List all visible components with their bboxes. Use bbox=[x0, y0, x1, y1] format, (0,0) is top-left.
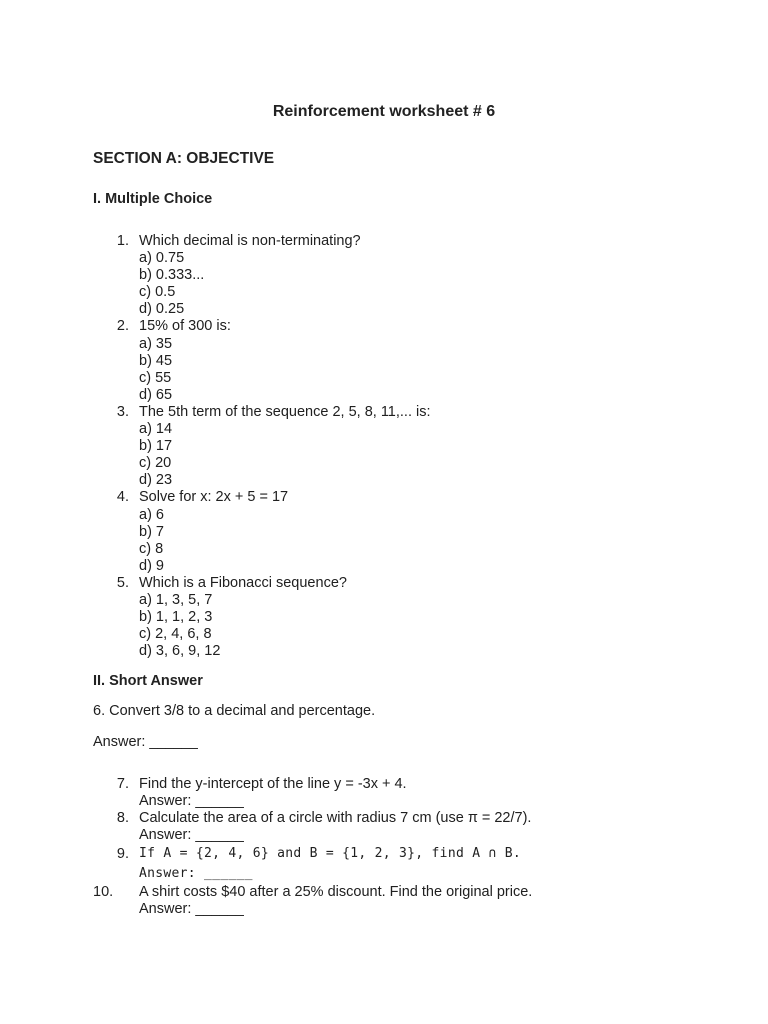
mc-question-2 bbox=[0, 318, 768, 403]
question-stem: A shirt costs $40 after a 25% discount. Find the original price. bbox=[139, 884, 533, 901]
question-number: 9. bbox=[116, 846, 129, 863]
multiple-choice-list bbox=[0, 233, 768, 660]
option-d: d) 3, 6, 9, 12 bbox=[139, 643, 221, 660]
option-a: a) 14 bbox=[139, 421, 173, 438]
question-number: 2. bbox=[116, 318, 129, 335]
answer-line: Answer: ______ bbox=[139, 866, 253, 882]
option-b: b) 0.333... bbox=[139, 267, 205, 284]
option-b: b) 45 bbox=[139, 352, 173, 369]
option-a: a) 6 bbox=[139, 506, 164, 523]
question-number: 3. bbox=[116, 403, 129, 420]
option-b: b) 17 bbox=[139, 438, 173, 455]
question-stem: The 5th term of the sequence 2, 5, 8, 11,... is: bbox=[139, 403, 431, 420]
mc-question-4 bbox=[0, 489, 768, 574]
answer-line: Answer: ______ bbox=[139, 901, 244, 918]
answer-line: Answer: ______ bbox=[139, 793, 244, 810]
section-a-heading: SECTION A: OBJECTIVE bbox=[93, 150, 275, 167]
question-number: 10. bbox=[93, 884, 114, 901]
multiple-choice-heading: I. Multiple Choice bbox=[93, 191, 213, 207]
question-stem: Find the y-intercept of the line y = -3x + 4. bbox=[139, 776, 407, 792]
option-d: d) 0.25 bbox=[139, 301, 185, 318]
option-c: c) 55 bbox=[139, 369, 172, 386]
mc-question-5 bbox=[0, 575, 768, 660]
question-stem: Which is a Fibonacci sequence? bbox=[139, 574, 347, 591]
option-d: d) 9 bbox=[139, 557, 164, 574]
answer-line: Answer: ______ bbox=[139, 827, 244, 844]
mc-question-1 bbox=[0, 233, 768, 318]
sa-question-9 bbox=[0, 844, 768, 884]
question-number: 8. bbox=[116, 810, 129, 827]
question-stem: Calculate the area of a circle with radius 7 cm (use π = 22/7). bbox=[139, 810, 532, 827]
question-number: 4. bbox=[116, 489, 129, 506]
sa-question-7 bbox=[0, 776, 768, 810]
question-stem: 15% of 300 is: bbox=[139, 318, 231, 335]
short-answer-heading: II. Short Answer bbox=[93, 673, 203, 689]
worksheet-title: Reinforcement worksheet # 6 bbox=[272, 103, 496, 120]
short-answer-list bbox=[0, 776, 768, 919]
question-number: 5. bbox=[116, 574, 129, 591]
question-6-answer: Answer: ______ bbox=[93, 734, 198, 750]
question-number: 7. bbox=[116, 776, 129, 792]
question-number: 1. bbox=[116, 233, 129, 249]
option-d: d) 23 bbox=[139, 472, 173, 489]
option-b: b) 1, 1, 2, 3 bbox=[139, 609, 213, 626]
option-a: a) 1, 3, 5, 7 bbox=[139, 591, 213, 608]
option-b: b) 7 bbox=[139, 523, 164, 540]
option-c: c) 2, 4, 6, 8 bbox=[139, 626, 212, 643]
option-c: c) 0.5 bbox=[139, 284, 176, 301]
option-c: c) 8 bbox=[139, 540, 164, 557]
sa-question-8 bbox=[0, 810, 768, 844]
option-a: a) 35 bbox=[139, 335, 173, 352]
sa-question-10 bbox=[0, 884, 768, 918]
option-d: d) 65 bbox=[139, 386, 173, 403]
question-stem: Which decimal is non-terminating? bbox=[139, 233, 361, 249]
option-c: c) 20 bbox=[139, 455, 172, 472]
question-stem: Solve for x: 2x + 5 = 17 bbox=[139, 489, 289, 506]
mc-question-3 bbox=[0, 404, 768, 489]
question-stem: If A = {2, 4, 6} and B = {1, 2, 3}, find A ∩ B. bbox=[139, 846, 521, 862]
question-6: 6. Convert 3/8 to a decimal and percentage. bbox=[93, 703, 376, 719]
option-a: a) 0.75 bbox=[139, 250, 185, 267]
